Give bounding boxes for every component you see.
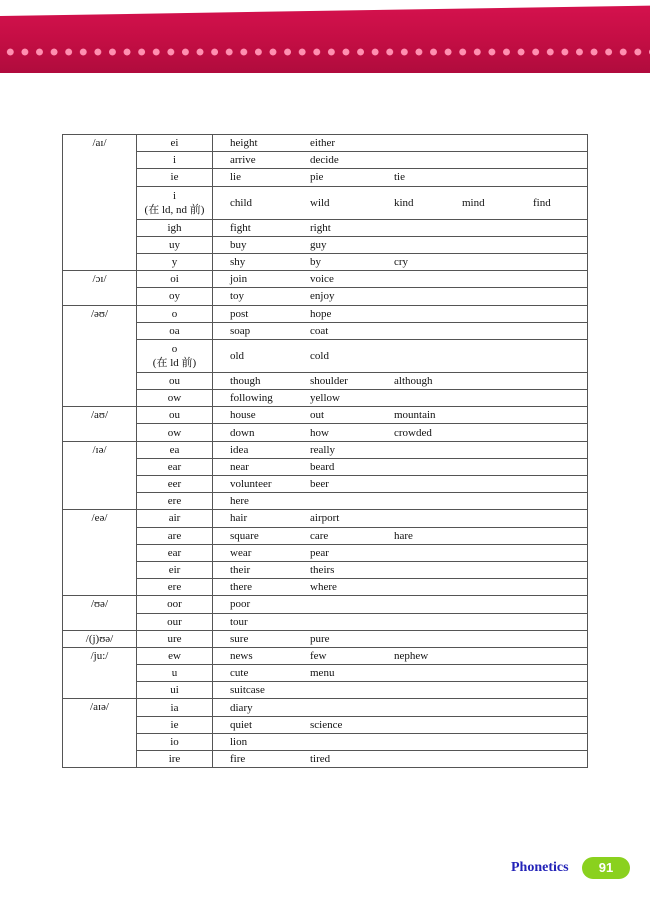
phonetic-symbol-cell: /ɔɪ/ [63, 271, 137, 305]
example-word: enjoy [310, 290, 335, 303]
example-words-cell [213, 476, 588, 493]
letter-combination-cell [137, 561, 213, 578]
table-row [63, 169, 588, 186]
table-row [63, 288, 588, 305]
example-word: news [230, 649, 253, 662]
letter-combination: ou [169, 409, 180, 422]
letter-combination-cell [137, 647, 213, 664]
example-words-cell [213, 407, 588, 424]
letter-combination: air [168, 512, 181, 525]
example-words-cell [213, 339, 588, 372]
example-word: volunteer [230, 478, 272, 491]
table-row [63, 186, 588, 219]
example-word: crowded [394, 426, 432, 439]
example-words-cell [213, 544, 588, 561]
letter-combination: i [172, 189, 177, 202]
table-row [63, 390, 588, 407]
letter-combination: o [171, 307, 178, 320]
table-row [63, 527, 588, 544]
table-row [63, 152, 588, 169]
example-word: science [310, 718, 343, 731]
example-word: diary [230, 701, 253, 714]
example-word: there [230, 581, 252, 594]
table-row [63, 322, 588, 339]
letter-combination-cell [137, 271, 213, 288]
example-word: soap [230, 324, 251, 337]
letter-combination-cell [137, 493, 213, 510]
example-word: out [310, 409, 325, 422]
phonetic-symbol-cell: /aɪ/ [63, 135, 137, 271]
letter-combination: ere [167, 581, 182, 594]
letter-combination-cell [137, 305, 213, 322]
example-word: how [310, 426, 329, 439]
table-row [63, 699, 588, 716]
letter-combination-cell [137, 716, 213, 733]
letter-combination-cell [137, 458, 213, 475]
letter-combination-cell [137, 510, 213, 527]
example-word: buy [230, 238, 247, 251]
letter-combination-cell [137, 682, 213, 699]
example-word: wear [230, 546, 252, 559]
example-words-cell [213, 733, 588, 750]
example-words-cell [213, 390, 588, 407]
letter-combination-cell [137, 544, 213, 561]
letter-combination-cell [137, 407, 213, 424]
example-words-cell [213, 561, 588, 578]
letter-combination-cell [137, 152, 213, 169]
example-words-cell [213, 424, 588, 441]
example-words-cell [213, 271, 588, 288]
example-words-cell [213, 527, 588, 544]
letter-combination: ow [167, 392, 182, 405]
letter-combination: ie [170, 171, 179, 184]
example-word: house [230, 409, 256, 422]
phonetics-table-body [63, 135, 588, 768]
example-word: square [230, 529, 259, 542]
example-word: coat [310, 324, 329, 337]
example-word: airport [310, 512, 340, 525]
header-banner [0, 0, 650, 73]
position-note: (在 ld 前) [152, 356, 197, 369]
example-words-cell [213, 135, 588, 152]
example-words-cell [213, 613, 588, 630]
example-words-cell [213, 169, 588, 186]
table-row [63, 441, 588, 458]
letter-combination: igh [167, 221, 182, 234]
letter-combination-cell [137, 186, 213, 219]
page-number-badge: 91 [582, 857, 630, 879]
letter-combination-cell [137, 372, 213, 389]
table-row [63, 561, 588, 578]
letter-combination: ea [169, 443, 180, 456]
letter-combination-cell [137, 135, 213, 152]
example-words-cell [213, 288, 588, 305]
example-words-cell [213, 441, 588, 458]
letter-combination-cell [137, 665, 213, 682]
example-word: cry [394, 256, 409, 269]
example-word: voice [310, 273, 334, 286]
table-row [63, 493, 588, 510]
table-row [63, 219, 588, 236]
example-word: care [310, 529, 329, 542]
example-word: lie [230, 171, 241, 184]
table-row [63, 665, 588, 682]
phonetic-symbol-cell: /aʊ/ [63, 407, 137, 441]
phonetic-symbol-cell: /(j)ʊə/ [63, 630, 137, 647]
phonetic-symbol-cell: /aɪə/ [63, 699, 137, 768]
example-word: pie [310, 171, 324, 184]
example-word: beard [310, 460, 335, 473]
example-word: their [230, 564, 251, 577]
letter-combination-cell [137, 476, 213, 493]
table-row [63, 613, 588, 630]
letter-combination: uy [169, 238, 180, 251]
footer-section-label: Phonetics [511, 860, 569, 875]
example-word: height [230, 137, 258, 150]
letter-combination-cell [137, 236, 213, 253]
example-word: wild [310, 196, 330, 209]
example-word: nephew [394, 649, 429, 662]
example-words-cell [213, 493, 588, 510]
letter-combination: oa [169, 324, 180, 337]
example-word: though [230, 374, 261, 387]
example-words-cell [213, 458, 588, 475]
banner-dot-strip [0, 47, 650, 57]
example-word: by [310, 256, 321, 269]
letter-combination: oi [170, 273, 179, 286]
example-word: toy [230, 290, 245, 303]
table-row [63, 407, 588, 424]
example-words-cell [213, 682, 588, 699]
example-word: suitcase [230, 684, 265, 697]
letter-combination: ear [167, 546, 182, 559]
example-word: guy [310, 238, 327, 251]
letter-combination-cell [137, 322, 213, 339]
example-word: following [230, 392, 273, 405]
table-row [63, 372, 588, 389]
letter-combination-cell [137, 630, 213, 647]
letter-combination: ie [170, 718, 179, 731]
letter-combination: ear [167, 460, 182, 473]
table-row [63, 630, 588, 647]
example-words-cell [213, 647, 588, 664]
letter-combination-cell [137, 751, 213, 768]
example-words-cell [213, 305, 588, 322]
letter-combination-cell [137, 579, 213, 596]
example-word: old [230, 349, 245, 362]
example-word: poor [230, 598, 251, 611]
table-row [63, 510, 588, 527]
table-row [63, 733, 588, 750]
table-row [63, 458, 588, 475]
table-row [63, 305, 588, 322]
letter-combination: ure [167, 632, 182, 645]
example-words-cell [213, 751, 588, 768]
example-word: near [230, 460, 249, 473]
phonetic-symbol-cell: /əʊ/ [63, 305, 137, 407]
letter-combination-cell [137, 219, 213, 236]
example-word: either [310, 137, 336, 150]
example-word: hare [394, 529, 413, 542]
example-word: mountain [394, 409, 436, 422]
example-word: post [230, 307, 249, 320]
example-words-cell [213, 152, 588, 169]
example-words-cell [213, 579, 588, 596]
example-word: cold [310, 349, 329, 362]
example-word: mind [462, 196, 485, 209]
table-row [63, 236, 588, 253]
example-word: where [310, 581, 337, 594]
letter-combination-cell [137, 441, 213, 458]
table-row [63, 253, 588, 270]
example-word: quiet [230, 718, 252, 731]
example-words-cell [213, 322, 588, 339]
letter-combination-cell [137, 169, 213, 186]
example-words-cell [213, 186, 588, 219]
example-word: hair [230, 512, 248, 525]
example-words-cell [213, 665, 588, 682]
letter-combination: ei [170, 137, 179, 150]
example-word: tired [310, 753, 331, 766]
table-row [63, 544, 588, 561]
table-row [63, 716, 588, 733]
example-word: pure [310, 632, 330, 645]
letter-combination: ew [168, 649, 181, 662]
example-words-cell [213, 372, 588, 389]
example-words-cell [213, 699, 588, 716]
example-word: tie [394, 171, 405, 184]
example-word: kind [394, 196, 414, 209]
letter-combination-cell [137, 339, 213, 372]
letter-combination: oy [169, 290, 180, 303]
example-words-cell [213, 219, 588, 236]
example-word: cute [230, 667, 249, 680]
example-word: arrive [230, 154, 256, 167]
table-row [63, 424, 588, 441]
letter-combination: eir [168, 564, 181, 577]
example-word: decide [310, 154, 339, 167]
example-words-cell [213, 630, 588, 647]
example-word: fight [230, 221, 251, 234]
letter-combination: io [170, 735, 179, 748]
example-words-cell [213, 253, 588, 270]
letter-combination-cell [137, 613, 213, 630]
phonetic-symbol-cell: /eə/ [63, 510, 137, 596]
letter-combination: ui [170, 684, 179, 697]
letter-combination: i [172, 154, 177, 167]
example-word: here [230, 495, 249, 508]
example-word: right [310, 221, 331, 234]
example-words-cell [213, 596, 588, 613]
position-note: (在 ld, nd 前) [144, 203, 205, 216]
example-word: find [533, 196, 551, 209]
example-word: shoulder [310, 374, 348, 387]
letter-combination-cell [137, 596, 213, 613]
example-word: pear [310, 546, 329, 559]
example-word: down [230, 426, 255, 439]
phonetics-table [62, 134, 588, 768]
example-word: theirs [310, 564, 335, 577]
table-row [63, 339, 588, 372]
letter-combination: are [167, 529, 182, 542]
example-word: fire [230, 753, 246, 766]
letter-combination: o [171, 342, 178, 355]
letter-combination: u [171, 667, 178, 680]
letter-combination: ere [167, 495, 182, 508]
example-word: beer [310, 478, 329, 491]
example-word: lion [230, 735, 248, 748]
letter-combination: ow [167, 426, 182, 439]
example-word: join [230, 273, 248, 286]
example-word: hope [310, 307, 332, 320]
example-word: shy [230, 256, 246, 269]
table-row [63, 135, 588, 152]
letter-combination: our [167, 615, 182, 628]
table-row [63, 596, 588, 613]
example-word: menu [310, 667, 335, 680]
table-row [63, 271, 588, 288]
example-words-cell [213, 236, 588, 253]
table-row [63, 476, 588, 493]
example-word: child [230, 196, 252, 209]
letter-combination-cell [137, 424, 213, 441]
example-words-cell [213, 716, 588, 733]
table-row [63, 647, 588, 664]
example-word: few [310, 649, 327, 662]
letter-combination-cell [137, 288, 213, 305]
example-word: really [310, 443, 336, 456]
phonetic-symbol-cell: /ʊə/ [63, 596, 137, 630]
letter-combination-cell [137, 390, 213, 407]
example-words-cell [213, 510, 588, 527]
letter-combination-cell [137, 253, 213, 270]
example-word: although [394, 374, 433, 387]
example-word: sure [230, 632, 249, 645]
letter-combination: y [171, 256, 178, 269]
letter-combination: ou [169, 374, 180, 387]
letter-combination: ire [168, 753, 181, 766]
example-word: tour [230, 615, 248, 628]
letter-combination: ia [170, 701, 179, 714]
example-word: yellow [310, 392, 340, 405]
table-row [63, 682, 588, 699]
phonetic-symbol-cell: /ju:/ [63, 647, 137, 699]
letter-combination-cell [137, 699, 213, 716]
table-row [63, 751, 588, 768]
example-word: idea [230, 443, 249, 456]
letter-combination: eer [167, 478, 182, 491]
letter-combination-cell [137, 527, 213, 544]
table-row [63, 579, 588, 596]
letter-combination: oor [167, 598, 182, 611]
phonetic-symbol-cell: /ɪə/ [63, 441, 137, 510]
letter-combination-cell [137, 733, 213, 750]
